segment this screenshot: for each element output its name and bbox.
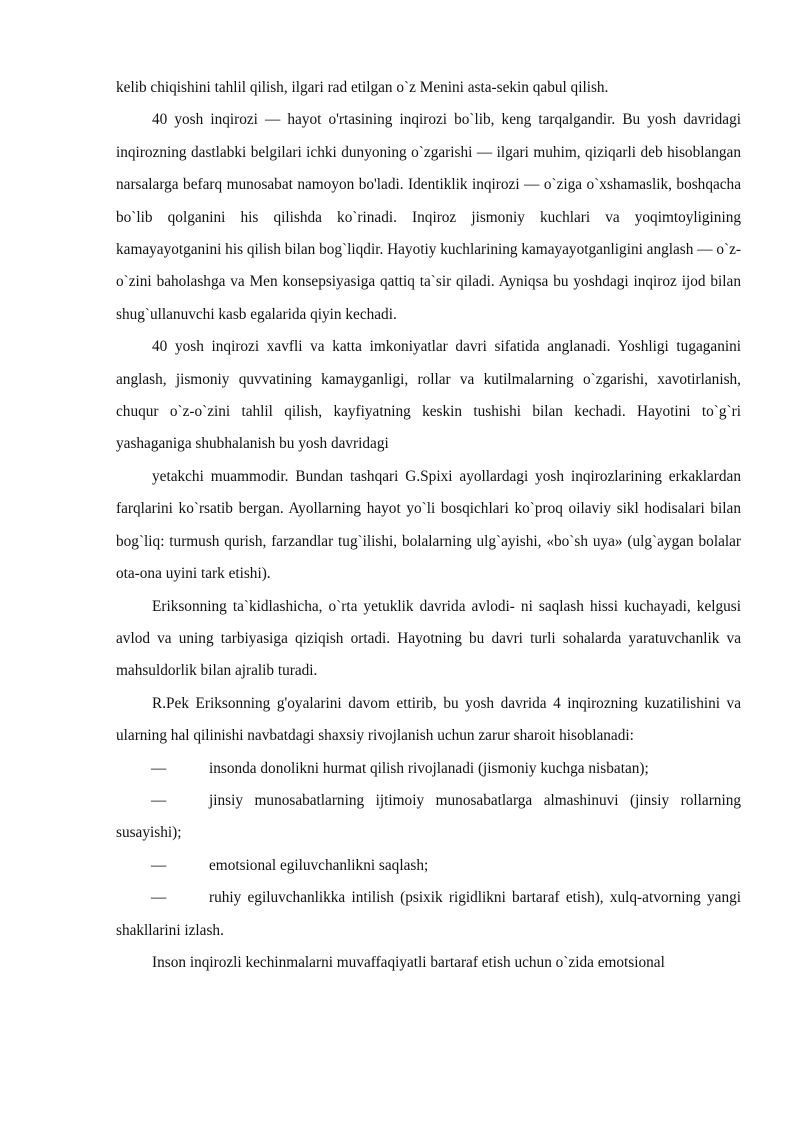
list-item [116, 882, 741, 947]
dash-bullet: — [151, 856, 167, 874]
list-item-text: emotsional egiluvchanlikni saqlash; [209, 856, 429, 874]
paragraph-40-crisis-risks: 40 yosh inqirozi xavfli va katta imkoniyatlar davri sifatida anglanadi. Yoshligi tugaganini anglash, jismoniy quvvatining kamayganligi, rollar va kutilmalarning o`zgarishi, xavotirlanish, chuqur o`z-o`zini tahlil qilish, kayfiyatning keskin tushishi bilan kechadi. Hayotini to`g`ri yashaganiga shubhalanish bu yosh davridagi [116, 338, 741, 453]
list-item [116, 785, 741, 850]
list-item-text: insonda donolikni hurmat qilish rivojlanadi (jismoniy kuchga nisbatan); [209, 759, 649, 777]
paragraph-continuation: kelib chiqishini tahlil qilish, ilgari rad etilgan o`z Menini asta-sekin qabul qilish. [116, 79, 609, 96]
paragraph-pek: R.Pek Eriksonning g'oyalarini davom ettirib, bu yosh davrida 4 inqirozning kuzatilishini va ularning hal qilinishi navbatdagi shaxsiy rivojlanish uchun zarur sharoit hisoblanadi: [116, 694, 741, 745]
dash-bullet: — [151, 791, 167, 809]
dash-bullet: — [151, 889, 167, 907]
paragraph-closing: Inson inqirozli kechinmalarni muvaffaqiyatli bartaraf etish uchun o`zida emotsional [152, 953, 665, 971]
paragraph-erikson: Eriksonning ta`kidlashicha, o`rta yetuklik davrida avlodi- ni saqlash hissi kuchayadi, kelgusi avlod va uning tarbiyasiga qiziqish ortadi. Hayotning bu davri turli sohalarda yaratuvchanlik va mahsuldorlik bilan ajralib turadi. [116, 597, 741, 680]
list-item-text: jinsiy munosabatlarning ijtimoiy munosabatlarga almashinuvi (jinsiy rollarning susayishi); [116, 791, 741, 842]
list-item [116, 753, 741, 785]
paragraph-40-crisis-intro: 40 yosh inqirozi — hayot o'rtasining inqirozi bo`lib, keng tarqalgandir. Bu yosh davridagi inqirozning dastlabki belgilari ichki dunyoning o`zgarishi — ilgari muhim, qiziqarli deb hisoblangan narsalarga befarq munosabat namoyon bo'ladi. Identiklik inqirozi — o`ziga o`xshamaslik, boshqacha bo`lib qolganini his qilishda ko`rinadi. Inqiroz jismoniy kuchlari va yoqimtoyligining kamayayotganini his qilish bilan bog`liqdir. Hayotiy kuchlarining kamayayotganligini anglash — o`z-o`zini baholashga va Men konsepsiyasiga qattiq ta`sir qiladi. Ayniqsa bu yoshdagi inqiroz ijod bilan shug`ullanuvchi kasb egalarida qiyin kechadi. [116, 111, 741, 323]
dash-bullet: — [151, 759, 167, 777]
list-item [116, 850, 741, 882]
paragraph-spixi-women: yetakchi muammodir. Bundan tashqari G.Spixi ayollardagi yosh inqirozlarining erkaklardan farqlarini ko`rsatib bergan. Ayollarning hayot yo`li bosqichlari ko`proq oilaviy sikl hodisalari bilan bog`liq: turmush qurish, farzandlar tug`ilishi, bolalarning ulg`ayishi, «bo`sh uya» (ulg`aygan bolalar ota-ona uyini tark etishi). [116, 467, 741, 583]
list-item-text: ruhiy egiluvchanlikka intilish (psixik rigidlikni bartaraf etish), xulq-atvorning yangi shakllarini izlash. [116, 889, 741, 939]
